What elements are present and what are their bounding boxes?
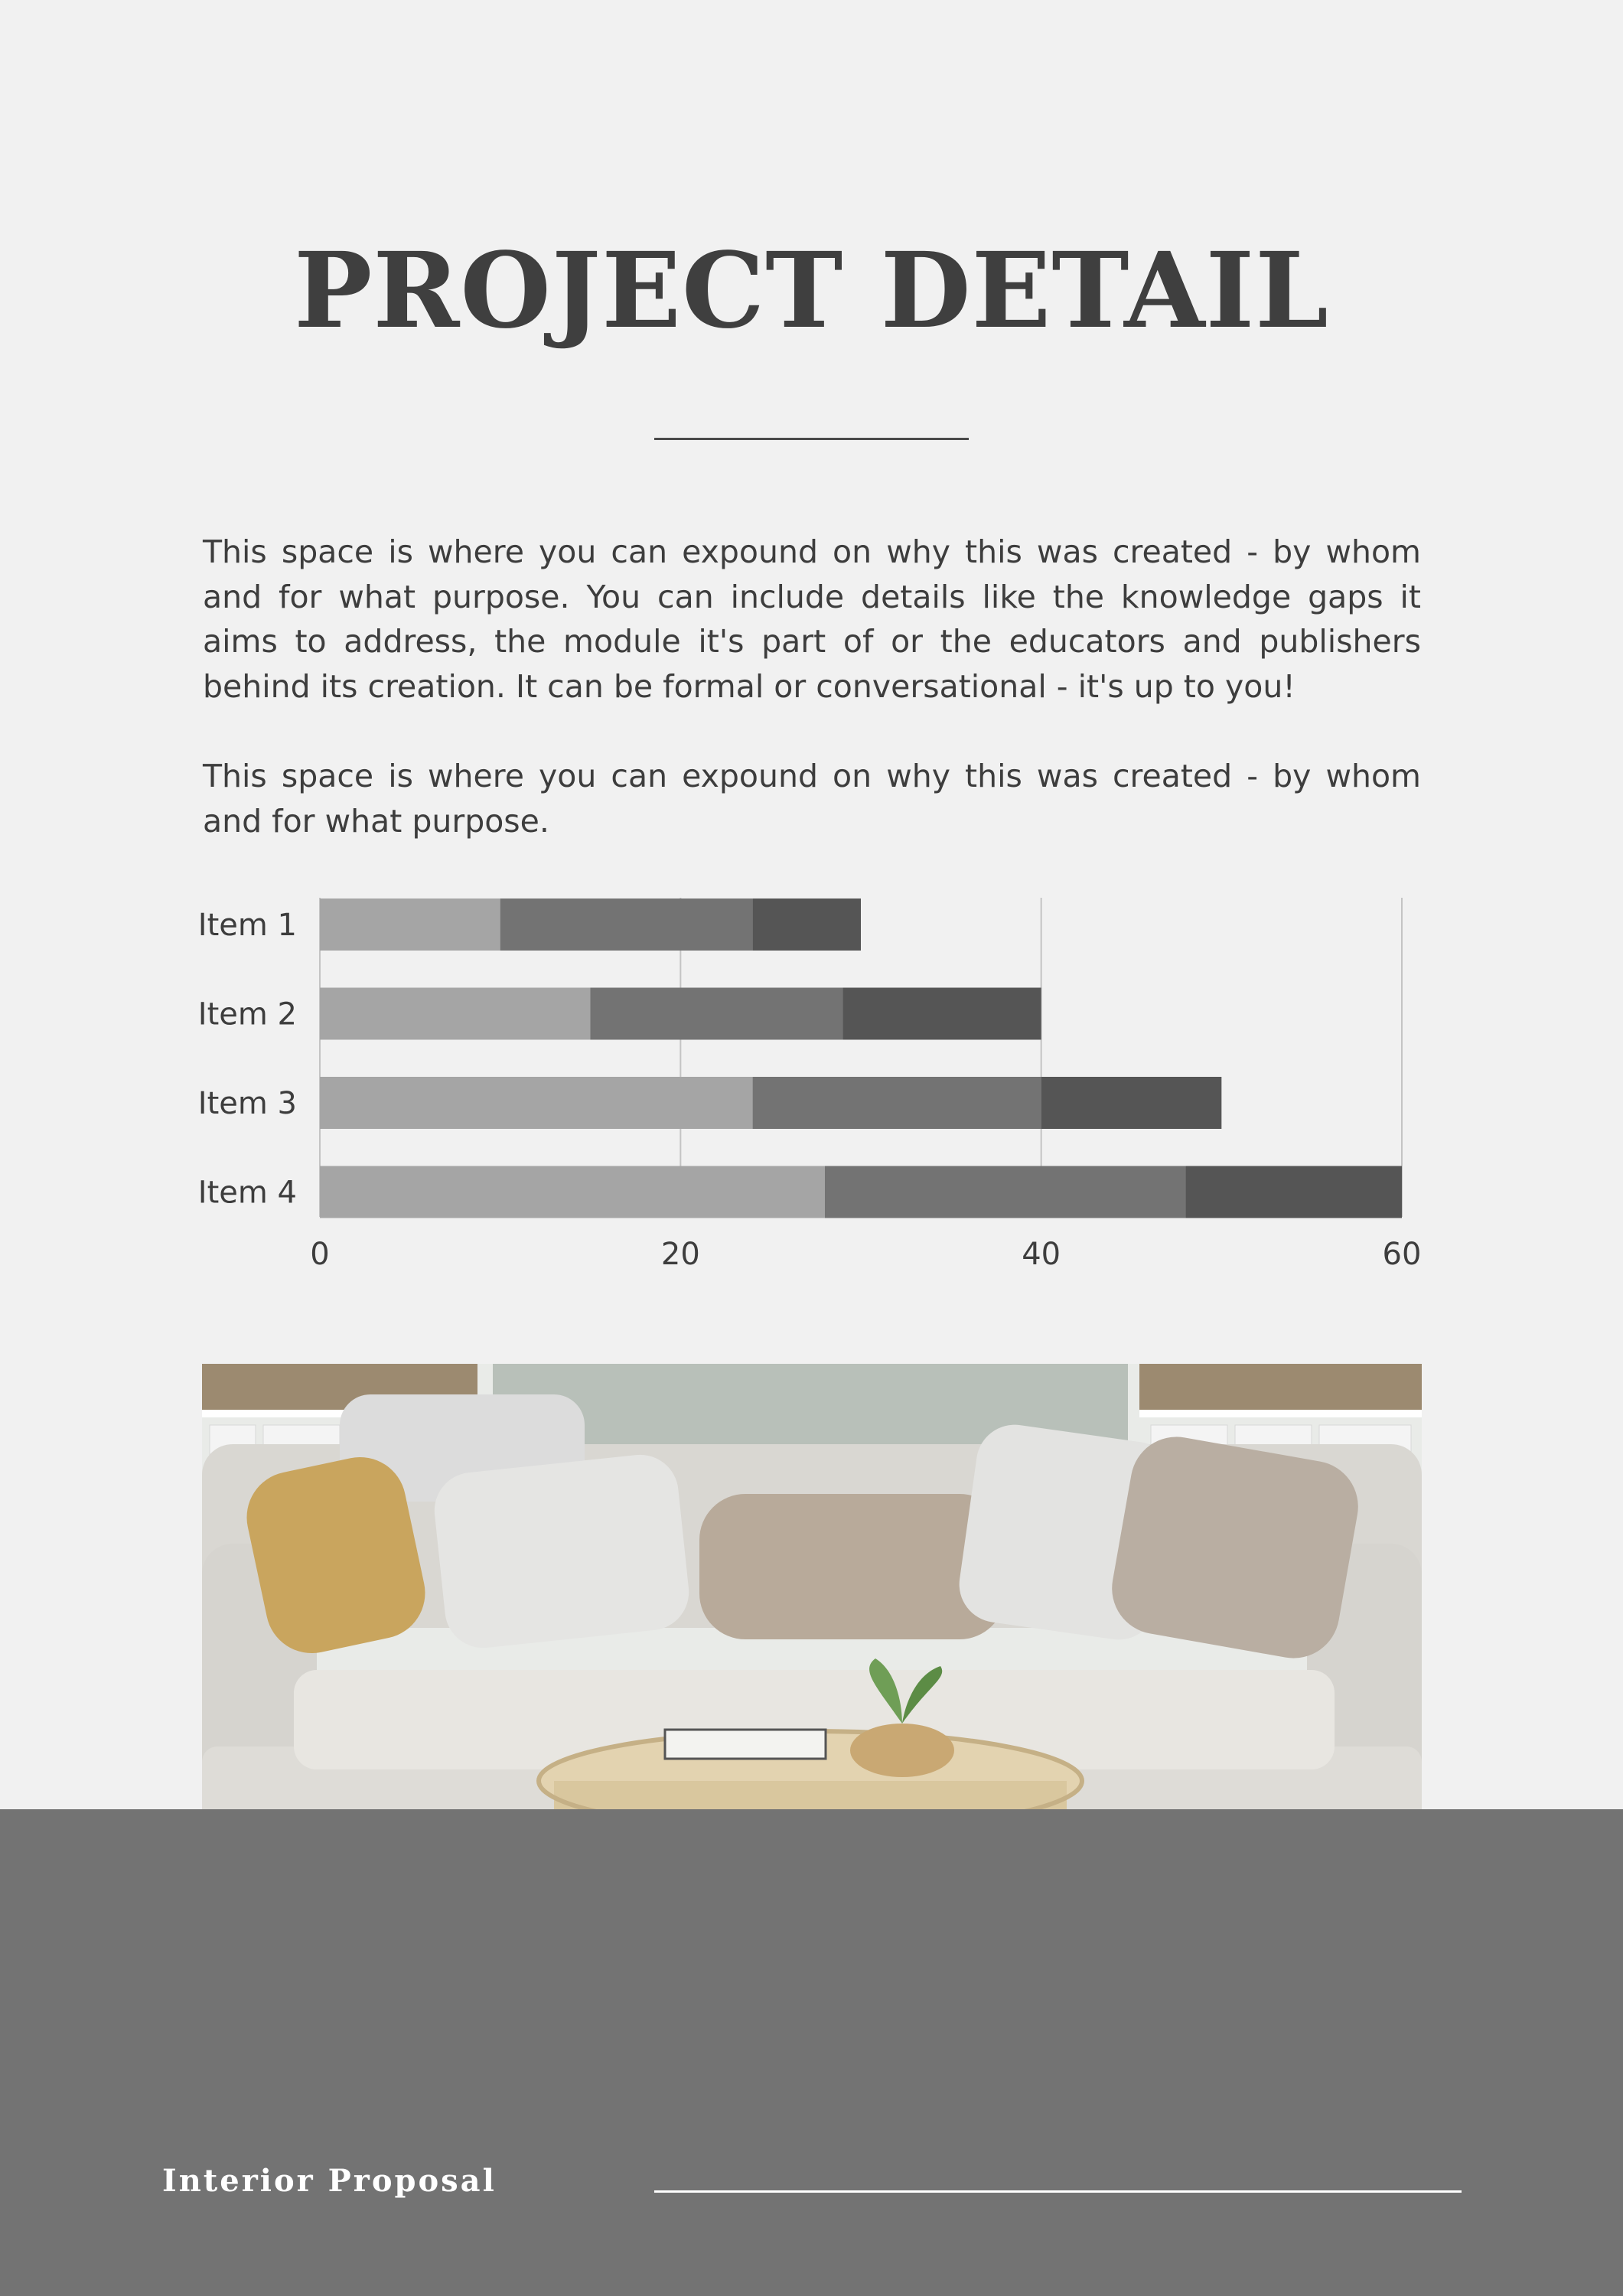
tick-label-20: 20 xyxy=(660,1237,700,1272)
category-label-3: Item 3 xyxy=(197,1086,297,1121)
bar-item-1-segment-2 xyxy=(500,899,753,951)
bar-item-4-segment-3 xyxy=(1185,1166,1402,1218)
bar-item-3-segment-1 xyxy=(320,1077,753,1129)
secondary-paragraph: This space is where you can expound on why this was created - by whom and for what purpose. xyxy=(203,758,1421,840)
bar-item-1-segment-1 xyxy=(320,899,500,951)
footer-divider xyxy=(654,2190,1462,2193)
page-title: PROJECT DETAIL xyxy=(294,230,1329,352)
bar-item-4-segment-2 xyxy=(825,1166,1185,1218)
bar-item-2-segment-1 xyxy=(320,988,591,1040)
category-label-2: Item 2 xyxy=(197,996,297,1032)
bar-item-4-segment-1 xyxy=(320,1166,825,1218)
tick-label-0: 0 xyxy=(310,1237,330,1272)
tick-label-40: 40 xyxy=(1022,1237,1061,1272)
bar-item-3-segment-3 xyxy=(1041,1077,1222,1129)
intro-paragraph: This space is where you can expound on why this was created - by whom and for what purpose. You can include details like the knowledge gaps it aims to address, the module it's part of or the educators and publishers behind its creation. It can be formal or conversational - it's up to you! xyxy=(203,533,1421,705)
tick-label-60: 60 xyxy=(1382,1237,1422,1272)
category-label-1: Item 1 xyxy=(197,908,297,943)
footer-label: Interior Proposal xyxy=(162,2163,497,2199)
category-label-4: Item 4 xyxy=(197,1175,297,1211)
bar-item-1-segment-3 xyxy=(753,899,861,951)
footer-band xyxy=(0,1809,1623,2296)
bar-item-2-segment-2 xyxy=(591,988,843,1040)
bar-item-3-segment-2 xyxy=(753,1077,1041,1129)
bar-item-2-segment-3 xyxy=(842,988,1041,1040)
